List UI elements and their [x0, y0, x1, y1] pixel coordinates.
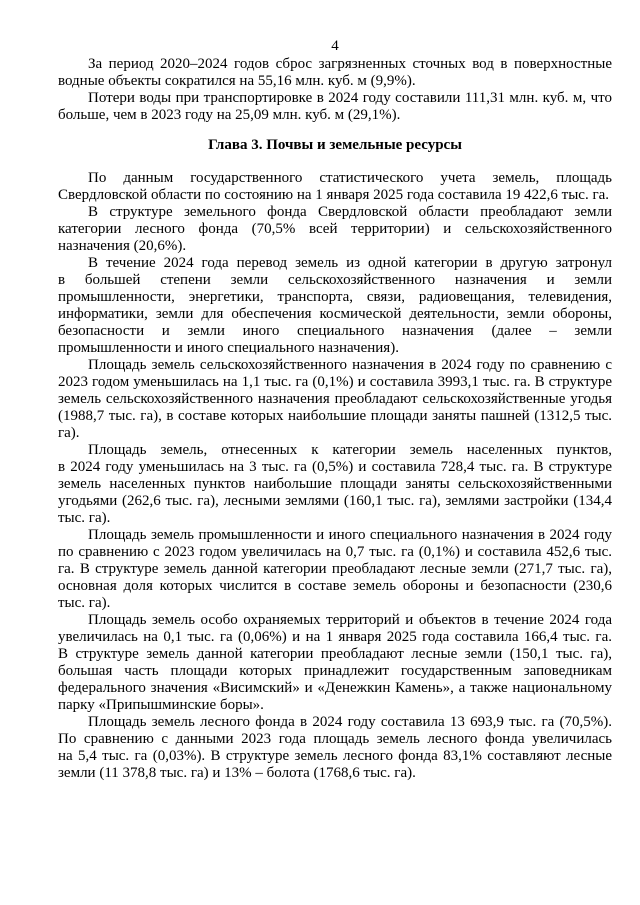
paragraph-agricultural-lands: Площадь земель сельскохозяйственного назначения в 2024 году по сравнению с 2023 годом уменьшилась на 1,1 тыс. га (0,1%) и составила 3993,1 тыс. га. В структуре земель сельскохозяйственного назначения преобладают сельскохозяйственные угодья (1988,7 тыс. га), в составе которых наибольшие площади заняты пашней (1312,5 тыс. га).: [58, 357, 612, 441]
paragraph-water-losses: Потери воды при транспортировке в 2024 году составили 111,31 млн. куб. м, что больше, чем в 2023 году на 25,09 млн. куб. м (29,1%).: [58, 90, 612, 123]
paragraph-settlement-lands: Площадь земель, отнесенных к категории земель населенных пунктов, в 2024 году уменьшилась на 3 тыс. га (0,5%) и составила 728,4 тыс. га. В структуре земель населенных пунктов наибольшие площади заняты сельскохозяйственными угодьями (262,6 тыс. га), лесными землями (160,1 тыс. га), землями застройки (134,4 тыс. га).: [58, 442, 612, 526]
paragraph-industrial-lands: Площадь земель промышленности и иного специального назначения в 2024 году по сравнению с 2023 годом увеличилась на 0,7 тыс. га (0,1%) и составила 452,6 тыс. га. В структуре земель данной категории преобладают лесные земли (271,7 тыс. га), основная доля которых числится в составе земель обороны и безопасности (230,6 тыс. га).: [58, 527, 612, 611]
chapter-heading: Глава 3. Почвы и земельные ресурсы: [208, 137, 462, 153]
paragraph-wastewater: За период 2020–2024 годов сброс загрязненных сточных вод в поверхностные водные объекты сократился на 55,16 млн. куб. м (9,9%).: [58, 56, 612, 89]
paragraph-protected-territories: Площадь земель особо охраняемых территорий и объектов в течение 2024 года увеличилась на 0,1 тыс. га (0,06%) и на 1 января 2025 года составила 166,4 тыс. га. В структуре земель данной категории преобладают лесные земли (150,1 тыс. га), большая часть площади которых принадлежит государственным заповедникам федерального значения «Висимский» и «Денежкин Камень», а также национальному парку «Припышминские боры».: [58, 612, 612, 713]
paragraph-total-land-area: По данным государственного статистического учета земель, площадь Свердловской области по состоянию на 1 января 2025 года составила 19 422,6 тыс. га.: [58, 170, 612, 203]
paragraph-land-category-transfer: В течение 2024 года перевод земель из одной категории в другую затронул в большей степени земли сельскохозяйственного назначения и земли промышленности, энергетики, транспорта, связи, радиовещания, телевидения, информатики, земли для обеспечения космической деятельности, земли обороны, безопасности и земли иного специального назначения (далее – земли промышленности и иного специального назначения).: [58, 255, 612, 356]
paragraph-land-fund-structure: В структуре земельного фонда Свердловской области преобладают земли категории лесного фонда (70,5% всей территории) и сельскохозяйственного назначения (20,6%).: [58, 204, 612, 254]
page-number: 4: [331, 38, 339, 54]
paragraph-forest-fund-lands: Площадь земель лесного фонда в 2024 году составила 13 693,9 тыс. га (70,5%). По сравнению с данными 2023 года площадь земель лесного фонда увеличилась на 5,4 тыс. га (0,03%). В структуре земель лесного фонда 83,1% составляют лесные земли (11 378,8 тыс. га) и 13% – болота (1768,6 тыс. га).: [58, 714, 612, 781]
